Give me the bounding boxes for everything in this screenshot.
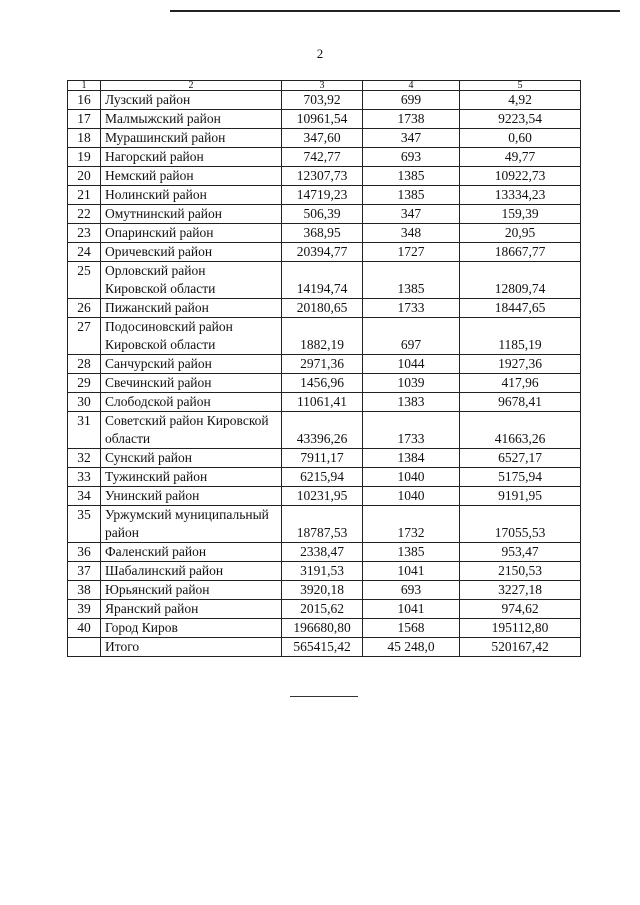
district-name — [101, 487, 282, 506]
value-c3: 368,95 — [282, 224, 363, 243]
district-name — [101, 506, 282, 543]
value-c4: 347 — [363, 129, 460, 148]
data-table — [67, 80, 581, 657]
value-c5: 41663,26 — [460, 412, 581, 449]
district-name — [101, 243, 282, 262]
table-row — [68, 543, 581, 562]
value-c4: 347 — [363, 205, 460, 224]
value-c4: 1040 — [363, 487, 460, 506]
value-c4: 693 — [363, 581, 460, 600]
value-c4: 1732 — [363, 506, 460, 543]
value-c5: 417,96 — [460, 374, 581, 393]
value-c3: 20180,65 — [282, 299, 363, 318]
header-cell: 2 — [101, 81, 282, 91]
value-c3: 1882,19 — [282, 318, 363, 355]
district-name — [101, 224, 282, 243]
row-number: 31 — [68, 412, 101, 449]
district-name-line: Немский район — [105, 168, 194, 183]
row-number: 19 — [68, 148, 101, 167]
value-c4: 697 — [363, 318, 460, 355]
table-row — [68, 318, 581, 355]
district-name-line: Свечинский район — [105, 375, 212, 390]
value-c5: 13334,23 — [460, 186, 581, 205]
table-row — [68, 619, 581, 638]
value-c3: 12307,73 — [282, 167, 363, 186]
district-name — [101, 562, 282, 581]
bottom-rule — [290, 696, 358, 697]
value-c4: 1044 — [363, 355, 460, 374]
value-c3: 1456,96 — [282, 374, 363, 393]
district-name — [101, 374, 282, 393]
district-name-line: Сунский район — [105, 450, 192, 465]
district-name-line: Кировской области — [105, 281, 216, 296]
value-c3: 506,39 — [282, 205, 363, 224]
value-c5: 195112,80 — [460, 619, 581, 638]
district-name-line: район — [105, 525, 139, 540]
district-name-line: Орловский район — [105, 263, 206, 278]
value-c5: 0,60 — [460, 129, 581, 148]
value-c4: 1039 — [363, 374, 460, 393]
row-number: 34 — [68, 487, 101, 506]
row-number: 20 — [68, 167, 101, 186]
table-row — [68, 355, 581, 374]
district-name — [101, 393, 282, 412]
district-name — [101, 468, 282, 487]
value-c5: 9223,54 — [460, 110, 581, 129]
table-row — [68, 148, 581, 167]
value-c5: 20,95 — [460, 224, 581, 243]
district-name-line: Итого — [105, 639, 140, 654]
value-c4: 1385 — [363, 262, 460, 299]
value-c3: 3191,53 — [282, 562, 363, 581]
district-name-line: Нагорский район — [105, 149, 204, 164]
value-c4: 1385 — [363, 186, 460, 205]
table-row — [68, 224, 581, 243]
district-name — [101, 299, 282, 318]
district-name-line: Слободской район — [105, 394, 211, 409]
value-c5: 2150,53 — [460, 562, 581, 581]
value-c5: 3227,18 — [460, 581, 581, 600]
row-number: 32 — [68, 449, 101, 468]
value-c4: 348 — [363, 224, 460, 243]
value-c3: 14194,74 — [282, 262, 363, 299]
row-number: 40 — [68, 619, 101, 638]
district-name — [101, 205, 282, 224]
row-number: 21 — [68, 186, 101, 205]
district-name — [101, 167, 282, 186]
district-name-line: Юрьянский район — [105, 582, 210, 597]
value-c5: 1927,36 — [460, 355, 581, 374]
row-number: 30 — [68, 393, 101, 412]
district-name-line: Подосиновский район — [105, 319, 233, 334]
row-number: 25 — [68, 262, 101, 299]
district-name-line: Унинский район — [105, 488, 200, 503]
value-c3: 18787,53 — [282, 506, 363, 543]
value-c4: 1568 — [363, 619, 460, 638]
row-number: 27 — [68, 318, 101, 355]
district-name-line: Шабалинский район — [105, 563, 224, 578]
value-c4: 1385 — [363, 543, 460, 562]
value-c5: 49,77 — [460, 148, 581, 167]
district-name-line: Пижанский район — [105, 300, 209, 315]
table-row — [68, 299, 581, 318]
value-c3: 347,60 — [282, 129, 363, 148]
district-name — [101, 110, 282, 129]
value-c4: 699 — [363, 91, 460, 110]
value-c4: 1733 — [363, 412, 460, 449]
value-c5: 4,92 — [460, 91, 581, 110]
district-name — [101, 91, 282, 110]
row-number: 28 — [68, 355, 101, 374]
district-name-line: Кировской области — [105, 337, 216, 352]
value-c5: 6527,17 — [460, 449, 581, 468]
value-c5: 953,47 — [460, 543, 581, 562]
value-c4: 1738 — [363, 110, 460, 129]
value-c5: 18447,65 — [460, 299, 581, 318]
value-c4: 45 248,0 — [363, 638, 460, 657]
row-number: 37 — [68, 562, 101, 581]
value-c3: 11061,41 — [282, 393, 363, 412]
table-row — [68, 600, 581, 619]
row-number: 16 — [68, 91, 101, 110]
district-name-line: Омутнинский район — [105, 206, 222, 221]
table-row — [68, 581, 581, 600]
value-c3: 196680,80 — [282, 619, 363, 638]
value-c5: 1185,19 — [460, 318, 581, 355]
district-name-line: Фаленский район — [105, 544, 207, 559]
value-c3: 6215,94 — [282, 468, 363, 487]
value-c3: 43396,26 — [282, 412, 363, 449]
table-row — [68, 186, 581, 205]
table-row — [68, 412, 581, 449]
table-row — [68, 506, 581, 543]
table-row — [68, 262, 581, 299]
district-name-line: Опаринский район — [105, 225, 214, 240]
row-number: 33 — [68, 468, 101, 487]
value-c3: 7911,17 — [282, 449, 363, 468]
value-c4: 693 — [363, 148, 460, 167]
value-c3: 2338,47 — [282, 543, 363, 562]
district-name-line: Яранский район — [105, 601, 199, 616]
value-c5: 520167,42 — [460, 638, 581, 657]
header-cell: 3 — [282, 81, 363, 91]
row-number: 23 — [68, 224, 101, 243]
row-number: 18 — [68, 129, 101, 148]
value-c4: 1384 — [363, 449, 460, 468]
value-c4: 1733 — [363, 299, 460, 318]
district-name-line: Лузский район — [105, 92, 191, 107]
district-name-line: Оричевский район — [105, 244, 213, 259]
district-name — [101, 186, 282, 205]
district-name-line: Мурашинский район — [105, 130, 226, 145]
value-c4: 1383 — [363, 393, 460, 412]
district-name — [101, 318, 282, 355]
district-name — [101, 148, 282, 167]
header-cell: 4 — [363, 81, 460, 91]
value-c3: 742,77 — [282, 148, 363, 167]
page-number: 2 — [316, 46, 324, 61]
district-name — [101, 600, 282, 619]
table-row — [68, 243, 581, 262]
row-number: 35 — [68, 506, 101, 543]
district-name-line: Малмыжский район — [105, 111, 221, 126]
district-name — [101, 412, 282, 449]
row-number: 39 — [68, 600, 101, 619]
value-c3: 20394,77 — [282, 243, 363, 262]
district-name-line: Уржумский муниципальный — [105, 507, 269, 522]
table-row — [68, 374, 581, 393]
district-name — [101, 355, 282, 374]
row-number: 22 — [68, 205, 101, 224]
value-c3: 10961,54 — [282, 110, 363, 129]
district-name — [101, 638, 282, 657]
row-number: 24 — [68, 243, 101, 262]
district-name-line: Город Киров — [105, 620, 178, 635]
value-c3: 2015,62 — [282, 600, 363, 619]
table-row — [68, 110, 581, 129]
value-c3: 565415,42 — [282, 638, 363, 657]
value-c3: 14719,23 — [282, 186, 363, 205]
value-c5: 5175,94 — [460, 468, 581, 487]
value-c4: 1385 — [363, 167, 460, 186]
value-c3: 2971,36 — [282, 355, 363, 374]
district-name-line: области — [105, 431, 151, 446]
district-name-line: Советский район Кировской — [105, 413, 269, 428]
row-number: 17 — [68, 110, 101, 129]
value-c3: 3920,18 — [282, 581, 363, 600]
value-c5: 159,39 — [460, 205, 581, 224]
row-number: 29 — [68, 374, 101, 393]
header-cell: 5 — [460, 81, 581, 91]
top-rule — [170, 10, 620, 12]
value-c3: 703,92 — [282, 91, 363, 110]
value-c5: 9678,41 — [460, 393, 581, 412]
district-name — [101, 262, 282, 299]
table-row — [68, 562, 581, 581]
value-c3: 10231,95 — [282, 487, 363, 506]
district-name-line: Нолинский район — [105, 187, 207, 202]
table-row — [68, 487, 581, 506]
value-c5: 974,62 — [460, 600, 581, 619]
value-c5: 10922,73 — [460, 167, 581, 186]
value-c4: 1041 — [363, 562, 460, 581]
table-row — [68, 638, 581, 657]
value-c4: 1727 — [363, 243, 460, 262]
table-row — [68, 129, 581, 148]
value-c4: 1040 — [363, 468, 460, 487]
table-row — [68, 393, 581, 412]
row-number: 36 — [68, 543, 101, 562]
value-c5: 17055,53 — [460, 506, 581, 543]
table-row — [68, 449, 581, 468]
value-c5: 18667,77 — [460, 243, 581, 262]
value-c5: 12809,74 — [460, 262, 581, 299]
district-name — [101, 449, 282, 468]
row-number — [68, 638, 101, 657]
row-number: 38 — [68, 581, 101, 600]
value-c5: 9191,95 — [460, 487, 581, 506]
district-name — [101, 619, 282, 638]
header-row — [68, 81, 581, 91]
district-name-line: Санчурский район — [105, 356, 212, 371]
district-name — [101, 543, 282, 562]
row-number: 26 — [68, 299, 101, 318]
table-row — [68, 205, 581, 224]
value-c4: 1041 — [363, 600, 460, 619]
district-name — [101, 581, 282, 600]
district-name — [101, 129, 282, 148]
table-row — [68, 167, 581, 186]
table-row — [68, 468, 581, 487]
table-row — [68, 91, 581, 110]
header-cell: 1 — [68, 81, 101, 91]
district-name-line: Тужинский район — [105, 469, 208, 484]
